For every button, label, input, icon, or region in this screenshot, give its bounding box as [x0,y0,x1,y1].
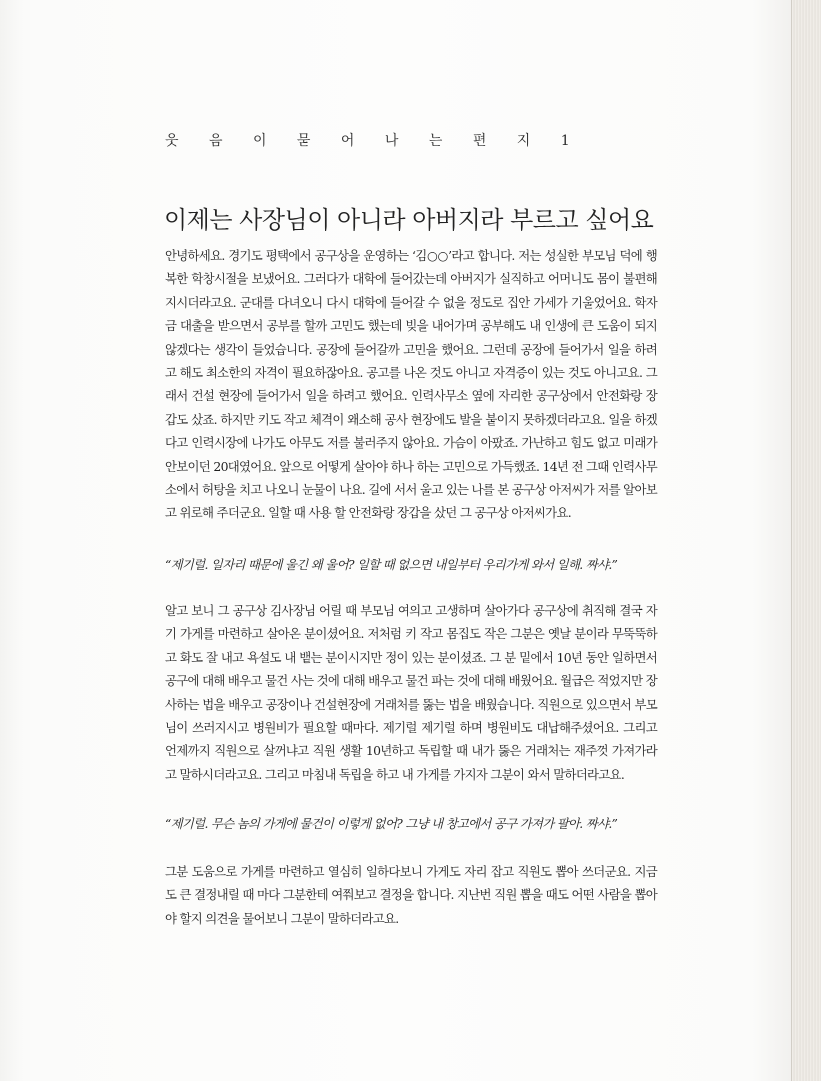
quote-1: “제기럴. 일자리 때문에 울긴 왜 울어? 일할 때 없으면 내일부터 우리가게 와서 일해. 짜샤.” [165,557,618,572]
page-stack-edge [791,0,821,1081]
quote-2: “제기럴. 무슨 놈의 가게에 물건이 이렇게 없어? 그냥 내 창고에서 공구 가져가 팔아. 짜샤.” [165,816,618,831]
series-header: 웃 음 이 묻 어 나 는 편 지 1 [165,133,583,149]
paragraph-3: 그분 도움으로 가게를 마련하고 열심히 일하다보니 가게도 자리 잡고 직원도 뽑아 쓰더군요. 지금도 큰 결정내릴 때 마다 그분한테 여쭤보고 결정을 합니다. 지난번 직원 뽑을 때도 어떤 사람을 뽑아야 할지 의견을 물어보니 그분이 말하더라고요. [165,864,657,926]
article-title: 이제는 사장님이 아니라 아버지라 부르고 싶어요 [164,206,654,234]
paragraph-1: 안녕하세요. 경기도 평택에서 공구상을 운영하는 ‘김○○’라고 합니다. 저는 성실한 부모님 덕에 행복한 학창시절을 보냈어요. 그러다가 대학에 들어갔는데 아버지가 실직하고 어머니도 몸이 불편해지시더라고요. 군대를 다녀오니 다시 대학에 들어갈 수 없을 정도로 집안 가세가 기울었어요. 학자금 대출을 받으면서 공부를 할까 고민도 했는데 빚을 내어가며 공부해도 내 인생에 큰 도움이 되지 않겠다는 생각이 들었습니다. 공장에 들어갈까 고민을 했어요. 그런데 공장에 들어가서 일을 하려고 해도 최소한의 자격이 필요하잖아요. 공고를 나온 것도 아니고 자격증이 있는 것도 아니고요. 그래서 건설 현장에 들어가서 일을 하려고 했어요. 인력사무소 옆에 자리한 공구상에서 안전화랑 장갑도 샀죠. 하지만 키도 작고 체격이 왜소해 공사 현장에도 발을 붙이지 못하겠더라고요. 일을 하겠다고 인력시장에 나가도 아무도 저를 불러주지 않아요. 가슴이 아팠죠. 가난하고 힘도 없고 미래가 안보이던 20대였어요. 앞으로 어떻게 살아야 하나 하는 고민으로 가득했죠. 14년 전 그때 인력사무소에서 허탕을 치고 나오니 눈물이 나요. 길에 서서 울고 있는 나를 본 공구상 아저씨가 저를 알아보고 위로해 주더군요. 일할 때 사용 할 안전화랑 장갑을 샀던 그 공구상 아저씨가요. [165,248,657,521]
paragraph-2: 알고 보니 그 공구상 김사장님 어릴 때 부모님 여의고 고생하며 살아가다 공구상에 취직해 결국 자기 가게를 마련하고 살아온 분이셨어요. 저처럼 키 작고 몸집도 작은 그분은 옛날 분이라 무뚝뚝하고 화도 잘 내고 욕설도 내 뱉는 분이시지만 정이 있는 분이셨죠. 그 분 밑에서 10년 동안 일하면서 공구에 대해 배우고 물건 사는 것에 대해 배우고 물건 파는 것에 대해 배웠어요. 월급은 적었지만 장사하는 법을 배우고 공장이나 건설현장에 거래처를 뚫는 법을 배웠습니다. 직원으로 있으면서 부모님이 쓰러지시고 병원비가 필요할 때마다. 제기럴 제기럴 하며 병원비도 대납해주셨어요. 그리고 언제까지 직원으로 살꺼냐고 직원 생활 10년하고 독립할 때 내가 뚫은 거래처는 재주껏 가져가라고 말하시더라고요. 그리고 마침내 독립을 하고 내 가게를 가지자 그분이 와서 말하더라고요. [165,603,657,782]
